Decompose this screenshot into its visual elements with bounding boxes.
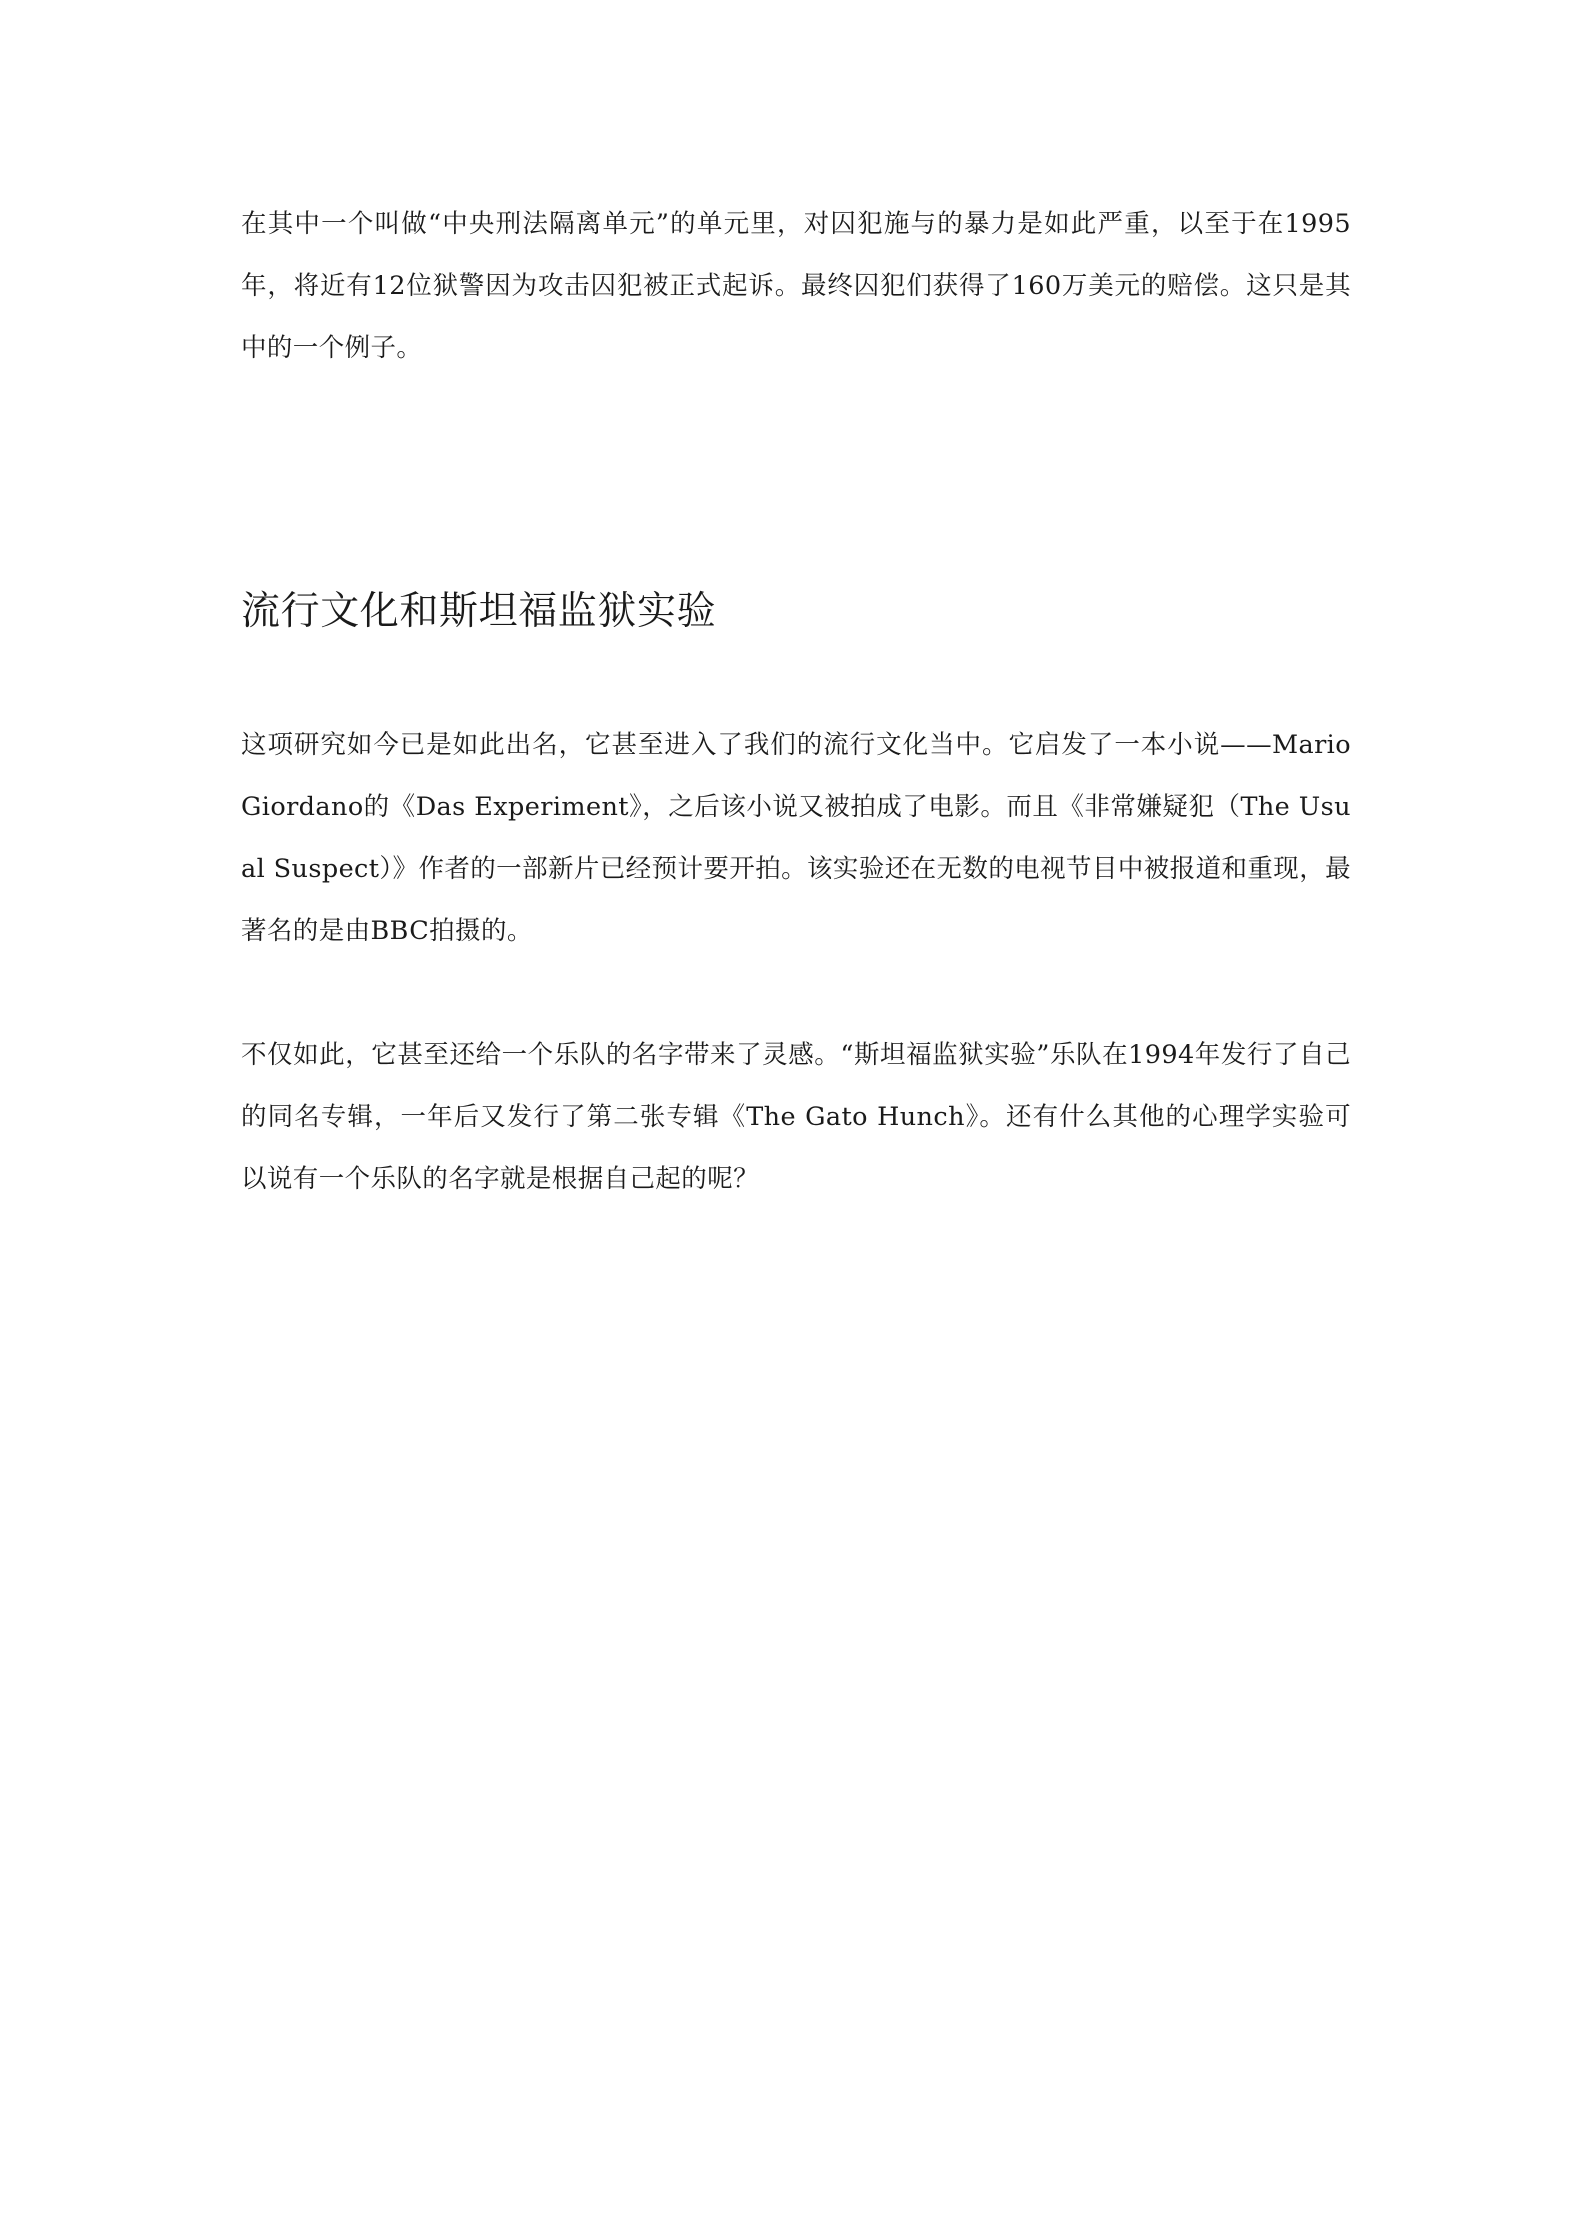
body-paragraph: 在其中一个叫做“中央刑法隔离单元”的单元里，对囚犯施与的暴力是如此严重，以至于在1995年，将近有12位狱警因为攻击囚犯被正式起诉。最终囚犯们获得了160万美元的赔偿。这只是其中的一个例子。 bbox=[241, 209, 1351, 363]
body-paragraph: 不仅如此，它甚至还给一个乐队的名字带来了灵感。“斯坦福监狱实验”乐队在1994年发行了自己的同名专辑，一年后又发行了第二张专辑《The Gato Hunch》。还有什么其他的心理学实验可以说有一个乐队的名字就是根据自己起的呢？ bbox=[241, 1040, 1351, 1194]
body-paragraph: 这项研究如今已是如此出名，它甚至进入了我们的流行文化当中。它启发了一本小说——Mario Giordano的《Das Experiment》，之后该小说又被拍成了电影。而且《非常嫌疑犯（The Usual Suspect）》作者的一部新片已经预计要开拍。该实验还在无数的电视节目中被报道和重现，最著名的是由BBC拍摄的。 bbox=[241, 730, 1351, 946]
section-heading: 流行文化和斯坦福监狱实验 bbox=[241, 589, 717, 634]
